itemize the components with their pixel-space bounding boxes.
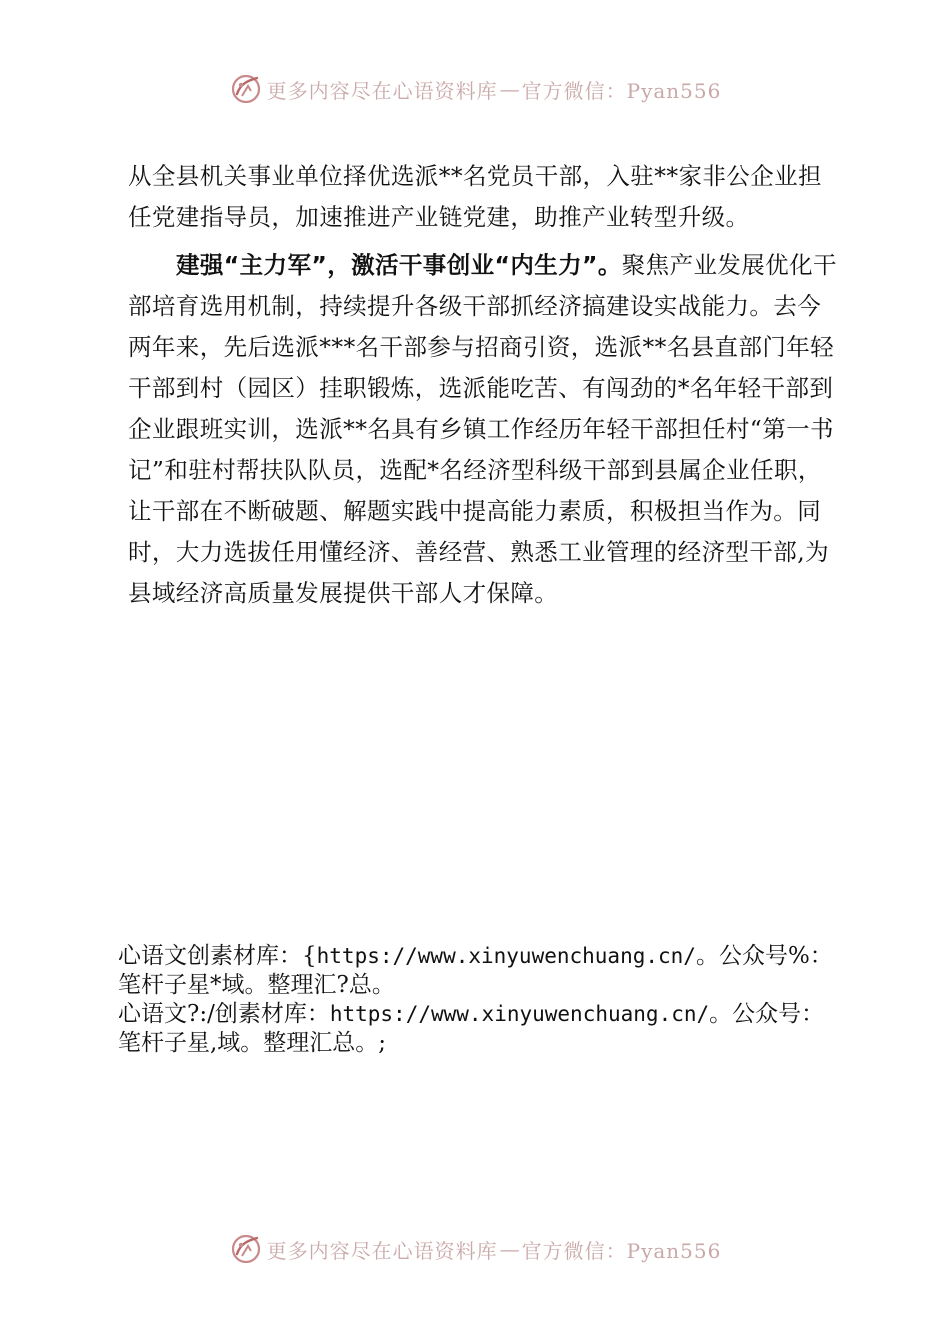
note-line-4: 笔杆子星,域。整理汇总。; <box>118 1030 387 1056</box>
paragraph-2-text: 聚焦产业发展优化干部培育选用机制，持续提升各级干部抓经济搞建设实战能力。去今两年来，先后选派***名干部参与招商引资，选派**名县直部门年轻干部到村（园区）挂职锻炼，选派能吃苦、有闯劲的*名年轻干部到企业跟班实训，选派**名具有乡镇工作经历年轻干部担任村“第一书记”和驻村帮扶队队员，选配*名经济型科级干部到县属企业任职，让干部在不断破题、解题实践中提高能力素质，积极担当作为。同时，大力选拔任用懂经济、善经营、熟悉工业管理的经济型干部,为县域经济高质量发展提供干部人才保障。 <box>128 251 837 607</box>
note-line-3-url[interactable]: https://www.xinyuwenchuang.cn/ <box>329 1002 710 1026</box>
header-banner-text: 更多内容尽在心语资料库 <box>266 78 498 103</box>
body-paragraph-1: 从全县机关事业单位择优选派**名党员干部，入驻**家非公企业担任党建指导员，加速推进产业链党建，助推产业转型升级。 <box>128 162 822 231</box>
footer-banner-wechat: 官方微信：Pyan556 <box>521 1238 722 1263</box>
footer-banner-text: 更多内容尽在心语资料库 <box>266 1238 498 1263</box>
source-notes <box>118 942 878 1058</box>
note-line-1-suffix: 。公众号%： <box>695 943 833 969</box>
brand-logo-icon <box>229 1232 263 1266</box>
note-line-1-prefix: 心语文创素材库：{ <box>118 943 317 969</box>
footer-banner <box>0 1232 950 1266</box>
note-line-1-url[interactable]: https://www.xinyuwenchuang.cn/ <box>316 944 696 968</box>
note-line-3-suffix: 。公众号： <box>709 1001 825 1027</box>
brand-logo-icon <box>229 72 263 106</box>
note-line-3 <box>118 1000 878 1029</box>
note-line-3-prefix: 心语文?:/创素材库： <box>118 1001 330 1027</box>
paragraph-2-lead: 建强“主力军”，激活干事创业“内生力”。 <box>176 251 622 279</box>
note-line-2: 笔杆子星*域。整理汇?总。 <box>118 972 395 998</box>
header-banner-wechat: 官方微信：Pyan556 <box>521 78 722 103</box>
note-line-1 <box>118 942 878 971</box>
header-banner-separator: — <box>499 77 520 101</box>
header-banner <box>0 72 950 106</box>
footer-banner-separator: — <box>499 1237 520 1261</box>
body-paragraph-2 <box>128 245 843 614</box>
